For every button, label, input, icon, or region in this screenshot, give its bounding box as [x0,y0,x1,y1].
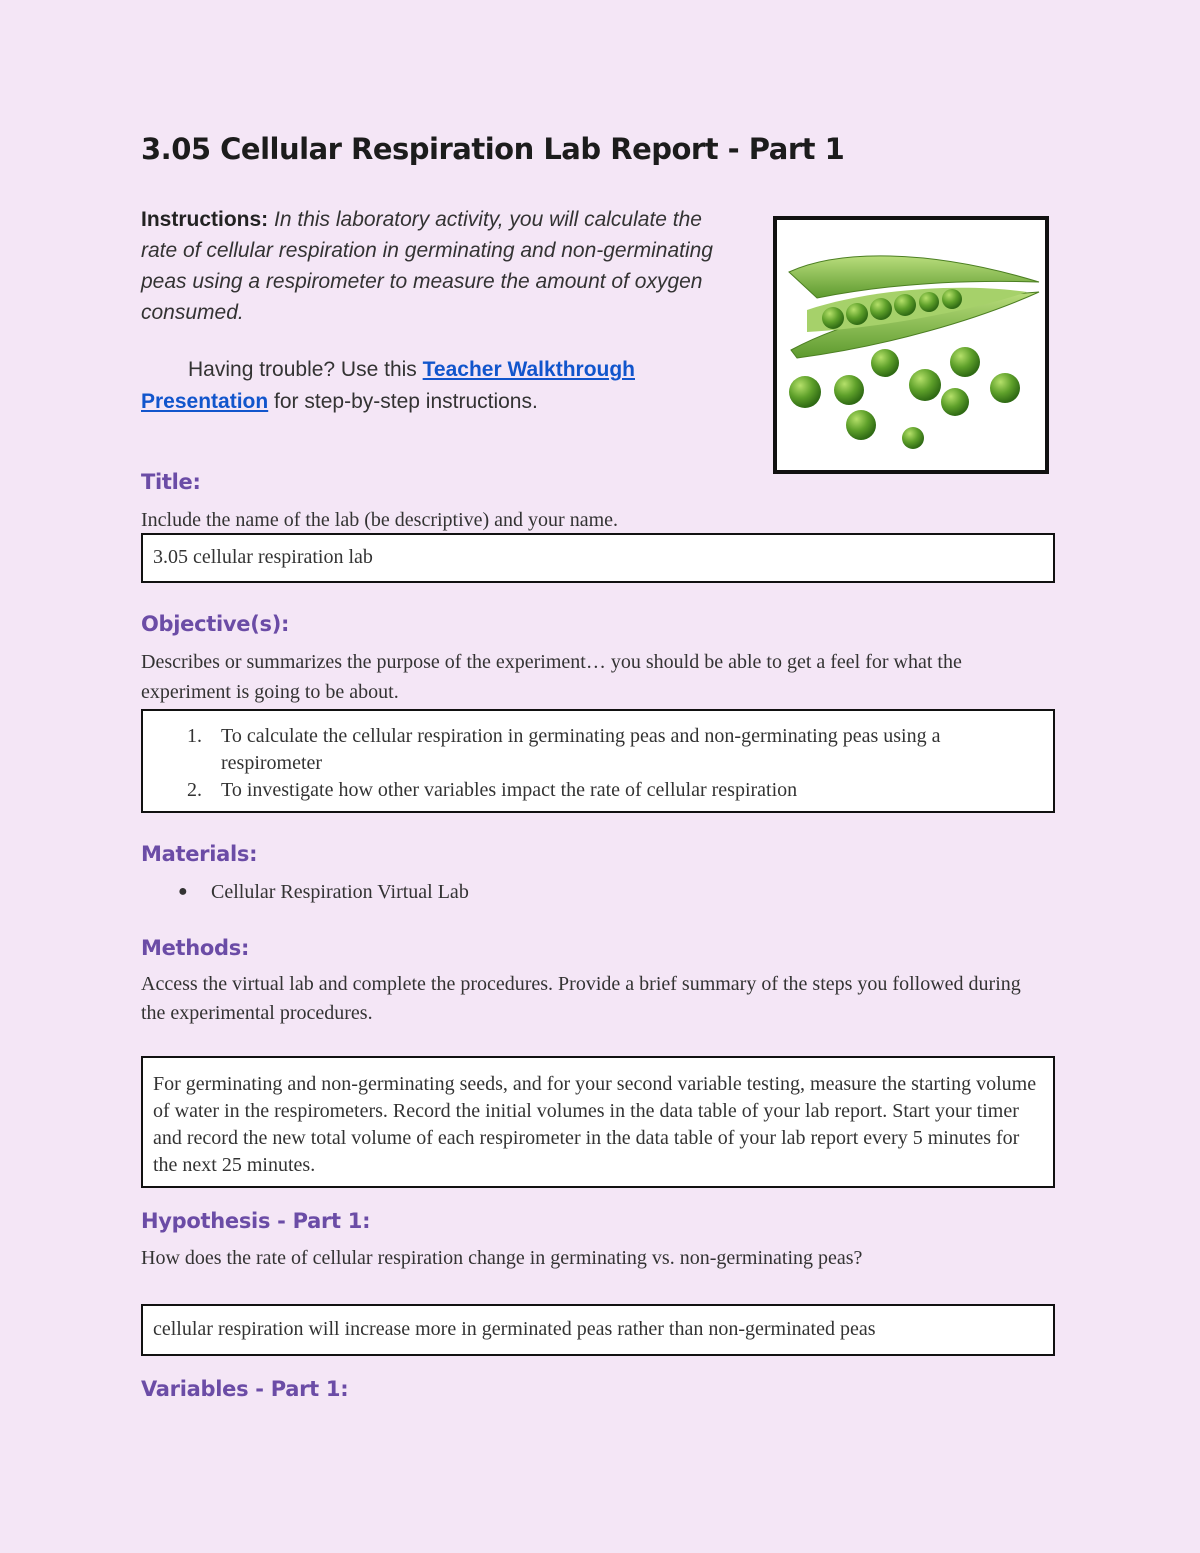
title-answer: 3.05 cellular respiration lab [153,546,373,568]
bullet-icon: ● [178,883,188,900]
help-prefix: Having trouble? Use this [188,358,417,381]
materials-item-text: Cellular Respiration Virtual Lab [211,881,469,903]
instructions-text: In this laboratory activity, you will calculate the rate of cellular respiration in germinating and non-germinating peas using a respirometer to measure the amount of oxygen consumed. [141,208,713,324]
page-title: 3.05 Cellular Respiration Lab Report - Part 1 [141,132,845,166]
methods-prompt: Access the virtual lab and complete the procedures. Provide a brief summary of the steps you followed during the experimental procedures. [141,973,1021,1024]
materials-heading: Materials: [141,842,258,866]
methods-answer: For germinating and non-germinating seeds, and for your second variable testing, measure the starting volume of water in the respirometers. Record the initial volumes in the data table of your lab report. Start your timer and record the new total volume of each respirometer in the data table of your lab report every 5 minutes for the next 25 minutes. [153,1073,1037,1176]
variables-heading: Variables - Part 1: [141,1377,349,1401]
help-paragraph [141,354,741,418]
objective-item [143,777,1043,804]
hypothesis-prompt: How does the rate of cellular respiration change in germinating vs. non-germinating peas? [141,1247,863,1269]
objective-text: To calculate the cellular respiration in germinating peas and non-germinating peas using a respirometer [221,725,941,774]
objective-number: 1. [187,725,202,747]
instructions-label: Instructions: [141,208,269,231]
title-heading: Title: [141,470,201,494]
help-suffix: for step-by-step instructions. [274,390,538,413]
pea-pod-illustration [777,220,1045,470]
hypothesis-answer-box[interactable] [141,1304,1055,1356]
methods-heading: Methods: [141,936,250,960]
objectives-answer-box[interactable] [141,709,1055,813]
objective-text: To investigate how other variables impact the rate of cellular respiration [221,779,798,801]
hypothesis-heading: Hypothesis - Part 1: [141,1209,371,1233]
objectives-prompt: Describes or summarizes the purpose of the experiment… you should be able to get a feel for what the experiment is going to be about. [141,651,962,703]
pea-pod-image [773,216,1049,474]
walkthrough-link[interactable]: Teacher Walkthrough Presentation [141,358,635,413]
materials-item [178,877,469,907]
objective-number: 2. [187,779,202,801]
title-prompt: Include the name of the lab (be descriptive) and your name. [141,509,619,531]
objectives-list [143,723,1043,804]
methods-answer-box[interactable] [141,1056,1055,1188]
objective-item [143,723,1043,777]
hypothesis-answer: cellular respiration will increase more in germinated peas rather than non-germinated peas [153,1318,876,1340]
materials-list [178,877,469,907]
objectives-heading: Objective(s): [141,612,290,636]
title-answer-box[interactable] [141,533,1055,583]
instructions-paragraph [141,204,741,328]
